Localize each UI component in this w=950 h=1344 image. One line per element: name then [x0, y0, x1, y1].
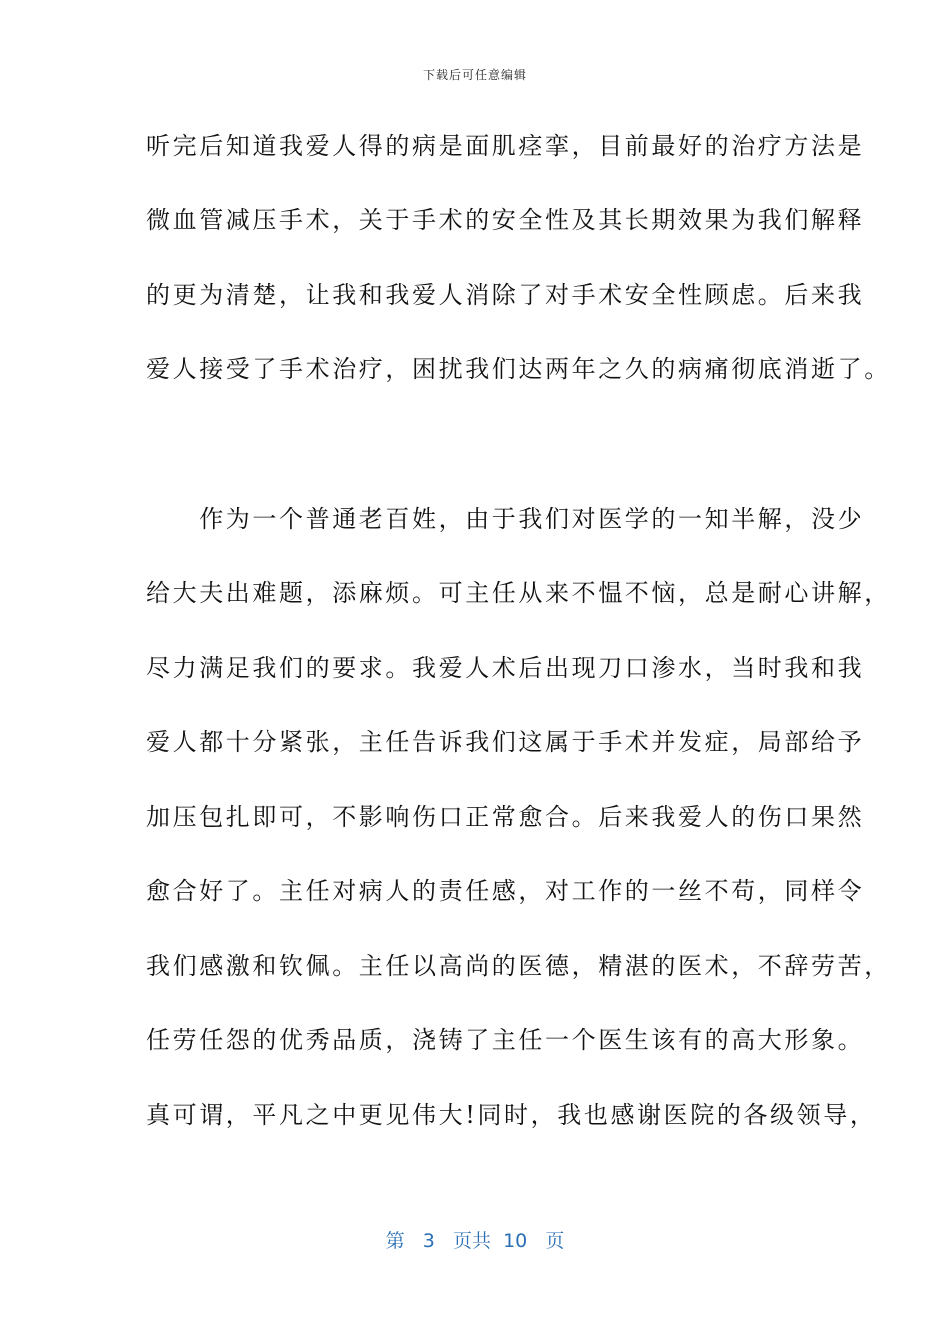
body-line: 爱人都十分紧张，主任告诉我们这属于手术并发症，局部给予 — [146, 728, 865, 756]
body-line: 的更为清楚，让我和我爱人消除了对手术安全性顾虑。后来我 — [146, 281, 865, 309]
body-line: 愈合好了。主任对病人的责任感，对工作的一丝不苟，同样令 — [146, 877, 865, 905]
body-line: 任劳任怨的优秀品质，浇铸了主任一个医生该有的高大形象。 — [146, 1026, 865, 1054]
footer-current-page: 3 — [422, 1230, 435, 1252]
footer-suffix: 页 — [545, 1230, 565, 1252]
body-line: 爱人接受了手术治疗，困扰我们达两年之久的病痛彻底消逝了。 — [146, 355, 891, 383]
body-line: 给大夫出难题，添麻烦。可主任从来不愠不恼，总是耐心讲解， — [146, 579, 891, 607]
footer-total-pages: 10 — [503, 1230, 528, 1252]
header-note: 下载后可任意编辑 — [422, 68, 527, 82]
body-line: 我们感激和钦佩。主任以高尚的医德，精湛的医术，不辞劳苦， — [146, 952, 891, 980]
body-line: 听完后知道我爱人得的病是面肌痉挛，目前最好的治疗方法是 — [146, 132, 865, 160]
footer-prefix: 第 — [385, 1230, 405, 1252]
body-line: 微血管减压手术，关于手术的安全性及其长期效果为我们解释 — [146, 206, 865, 234]
body-line: 加压包扎即可，不影响伤口正常愈合。后来我爱人的伤口果然 — [146, 803, 865, 831]
page-footer — [0, 1226, 950, 1253]
body-line: 作为一个普通老百姓，由于我们对医学的一知半解，没少 — [146, 505, 865, 533]
body-line: 尽力满足我们的要求。我爱人术后出现刀口渗水，当时我和我 — [146, 654, 865, 682]
footer-middle: 页共 — [452, 1230, 491, 1252]
body-line: 真可谓，平凡之中更见伟大!同时，我也感谢医院的各级领导， — [146, 1101, 877, 1129]
